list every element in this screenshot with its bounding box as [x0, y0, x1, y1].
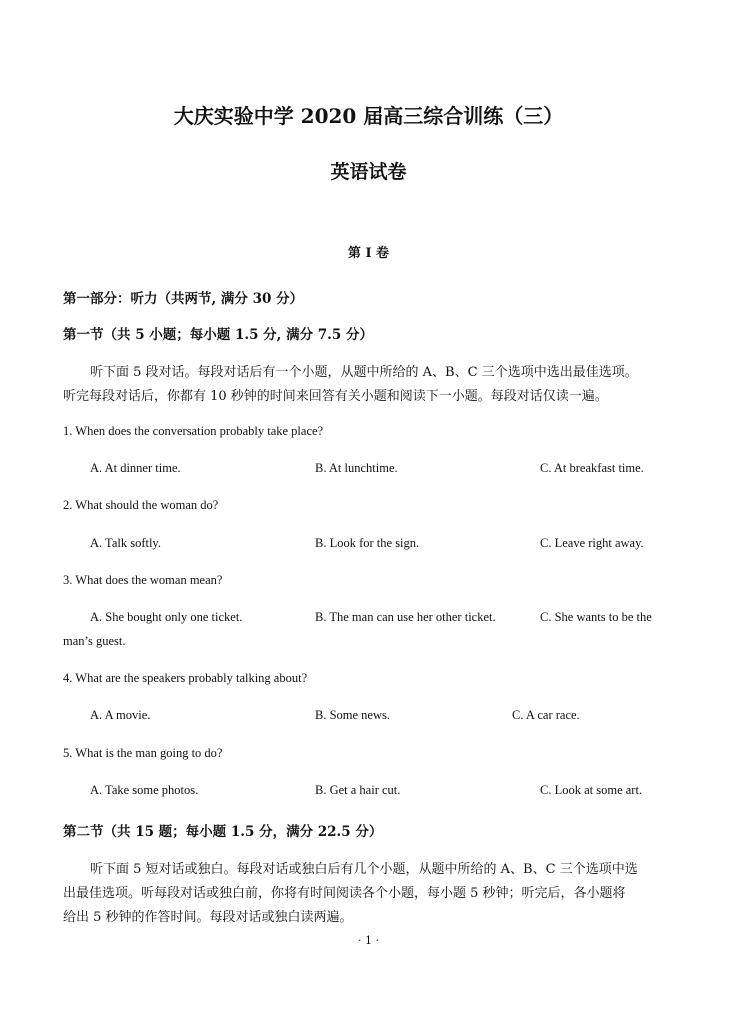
part1-heading: 第一部分：听力（共两节, 满分 30 分）: [63, 291, 304, 307]
question-5: 5. What is the man going to do?: [63, 746, 223, 760]
q5-option-b: B. Get a hair cut.: [315, 783, 401, 797]
q1-option-a: A. At dinner time.: [90, 461, 181, 475]
exam-title: 大庆实验中学 2020 届高三综合训练（三）: [173, 104, 564, 128]
q4-option-b: B. Some news.: [315, 708, 390, 722]
q3-option-b: B. The man can use her other ticket.: [315, 610, 496, 624]
q4-option-a: A. A movie.: [90, 708, 151, 722]
q3-option-c-continued: man’s guest.: [63, 634, 126, 648]
question-4: 4. What are the speakers probably talking about?: [63, 671, 308, 685]
exam-subtitle: 英语试卷: [330, 161, 407, 183]
q1-option-b: B. At lunchtime.: [315, 461, 398, 475]
question-1: 1. When does the conversation probably take place?: [63, 424, 324, 438]
section1-heading: 第一节（共 5 小题；每小题 1.5 分, 满分 7.5 分）: [63, 327, 373, 343]
q5-option-c: C. Look at some art.: [540, 783, 643, 797]
section2-instructions-line1: 听下面 5 短对话或独白。每段对话或独白后有几个小题，从题中所给的 A、B、C 三个选项中选: [90, 862, 638, 877]
question-2: 2. What should the woman do?: [63, 498, 219, 512]
q2-option-a: A. Talk softly.: [90, 536, 161, 550]
section2-instructions-line3: 给出 5 秒钟的作答时间。每段对话或独白读两遍。: [63, 910, 353, 925]
section2-heading: 第二节（共 15 题；每小题 1.5 分，满分 22.5 分）: [63, 824, 383, 840]
q2-option-b: B. Look for the sign.: [315, 536, 420, 550]
volume-label: 第 I 卷: [347, 246, 390, 261]
q4-option-c: C. A car race.: [512, 708, 580, 722]
q1-option-c: C. At breakfast time.: [540, 461, 644, 475]
question-3: 3. What does the woman mean?: [63, 573, 223, 587]
section1-instructions-line2: 听完每段对话后，你都有 10 秒钟的时间来回答有关小题和阅读下一小题。每段对话仅读一遍。: [63, 389, 608, 404]
section2-instructions-line2: 出最佳选项。听每段对话或独白前，你将有时间阅读各个小题，每小题 5 秒钟；听完后，各小题将: [63, 886, 626, 901]
q3-option-a: A. She bought only one ticket.: [90, 610, 243, 624]
q5-option-a: A. Take some photos.: [90, 783, 199, 797]
q3-option-c: C. She wants to be the: [540, 610, 652, 624]
q2-option-c: C. Leave right away.: [540, 536, 644, 550]
section1-instructions-line1: 听下面 5 段对话。每段对话后有一个小题，从题中所给的 A、B、C 三个选项中选出最佳选项。: [90, 365, 638, 380]
page-number: · 1 ·: [358, 934, 379, 947]
